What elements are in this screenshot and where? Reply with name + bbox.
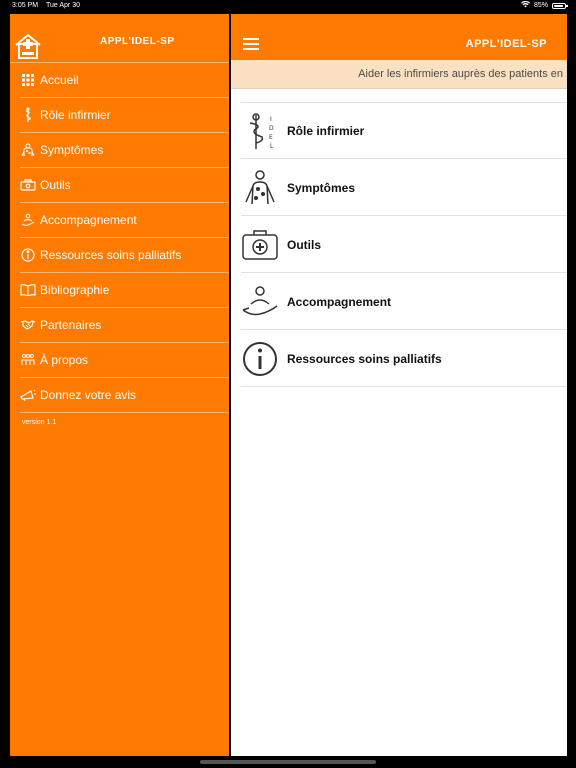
info-icon bbox=[20, 247, 36, 263]
sidebar-item-bibliographie[interactable] bbox=[20, 273, 229, 308]
list-item-label: Symptômes bbox=[287, 180, 356, 195]
list-item-ressources[interactable] bbox=[241, 330, 567, 387]
hamburger-menu-icon[interactable] bbox=[243, 38, 259, 50]
sidebar bbox=[10, 14, 229, 756]
sidebar-item-label: Outils bbox=[40, 178, 71, 192]
body-icon bbox=[241, 168, 279, 208]
book-icon bbox=[20, 282, 36, 298]
main-content bbox=[231, 14, 567, 756]
megaphone-icon bbox=[20, 387, 36, 403]
wifi-icon bbox=[521, 1, 530, 10]
list-item-role-infirmier[interactable] bbox=[241, 102, 567, 159]
toolbox-icon bbox=[20, 177, 36, 193]
care-hand-icon bbox=[20, 212, 36, 228]
sidebar-item-label: Accueil bbox=[40, 73, 79, 87]
svg-text:E: E bbox=[269, 133, 273, 141]
sidebar-item-role-infirmier[interactable] bbox=[20, 98, 229, 133]
sidebar-item-a-propos[interactable] bbox=[20, 343, 229, 378]
handshake-icon bbox=[20, 317, 36, 333]
battery-icon bbox=[552, 3, 566, 9]
battery-percent: 85% bbox=[533, 2, 548, 9]
sidebar-item-label: Symptômes bbox=[40, 143, 104, 157]
body-icon bbox=[20, 142, 36, 158]
sidebar-item-label: Ressources soins palliatifs bbox=[40, 248, 182, 262]
list-item-outils[interactable] bbox=[241, 216, 567, 273]
list-item-label: Accompagnement bbox=[287, 294, 392, 309]
sidebar-item-label: À propos bbox=[40, 353, 89, 367]
info-icon bbox=[241, 339, 279, 379]
list-item-label: Rôle infirmier bbox=[287, 123, 365, 138]
caduceus-idel-icon bbox=[241, 111, 279, 151]
list-item-symptomes[interactable] bbox=[241, 159, 567, 216]
svg-text:I: I bbox=[270, 115, 272, 123]
version-label: version 1.1 bbox=[22, 419, 57, 426]
sidebar-item-partenaires[interactable] bbox=[20, 308, 229, 343]
sidebar-item-label: Partenaires bbox=[40, 318, 102, 332]
status-bar bbox=[0, 0, 576, 14]
top-bar bbox=[231, 14, 567, 60]
list-item-accompagnement[interactable] bbox=[241, 273, 567, 330]
svg-text:D: D bbox=[269, 124, 274, 132]
medical-kit-icon bbox=[241, 225, 279, 265]
main-menu-list bbox=[231, 102, 567, 387]
sidebar-item-label: Rôle infirmier bbox=[40, 108, 111, 122]
sidebar-item-ressources[interactable] bbox=[20, 238, 229, 273]
sidebar-item-symptomes[interactable] bbox=[20, 133, 229, 168]
sidebar-item-label: Donnez votre avis bbox=[40, 388, 137, 402]
status-time: 3:05 PM bbox=[12, 2, 39, 9]
page-title: APPL'IDEL-SP bbox=[465, 38, 547, 50]
sidebar-item-avis[interactable] bbox=[20, 378, 229, 413]
care-hand-icon bbox=[241, 282, 279, 322]
sidebar-item-outils[interactable] bbox=[20, 168, 229, 203]
status-date: Tue Apr 30 bbox=[46, 2, 80, 9]
sidebar-item-label: Bibliographie bbox=[40, 283, 110, 297]
tagline-banner: Aider les infirmiers auprès des patients en bbox=[231, 60, 567, 89]
sidebar-title: APPL'IDEL-SP bbox=[100, 36, 175, 47]
app-logo-icon bbox=[14, 32, 42, 60]
people-icon bbox=[20, 352, 36, 368]
home-indicator[interactable] bbox=[200, 760, 376, 764]
sidebar-header bbox=[10, 14, 229, 63]
grid-icon bbox=[20, 72, 36, 88]
sidebar-item-accompagnement[interactable] bbox=[20, 203, 229, 238]
svg-text:L: L bbox=[270, 142, 274, 150]
caduceus-icon bbox=[20, 107, 36, 123]
list-item-label: Ressources soins palliatifs bbox=[287, 351, 442, 366]
status-right bbox=[521, 1, 566, 10]
list-item-label: Outils bbox=[287, 237, 322, 252]
sidebar-item-label: Accompagnement bbox=[40, 213, 137, 227]
sidebar-item-accueil[interactable] bbox=[20, 63, 229, 98]
